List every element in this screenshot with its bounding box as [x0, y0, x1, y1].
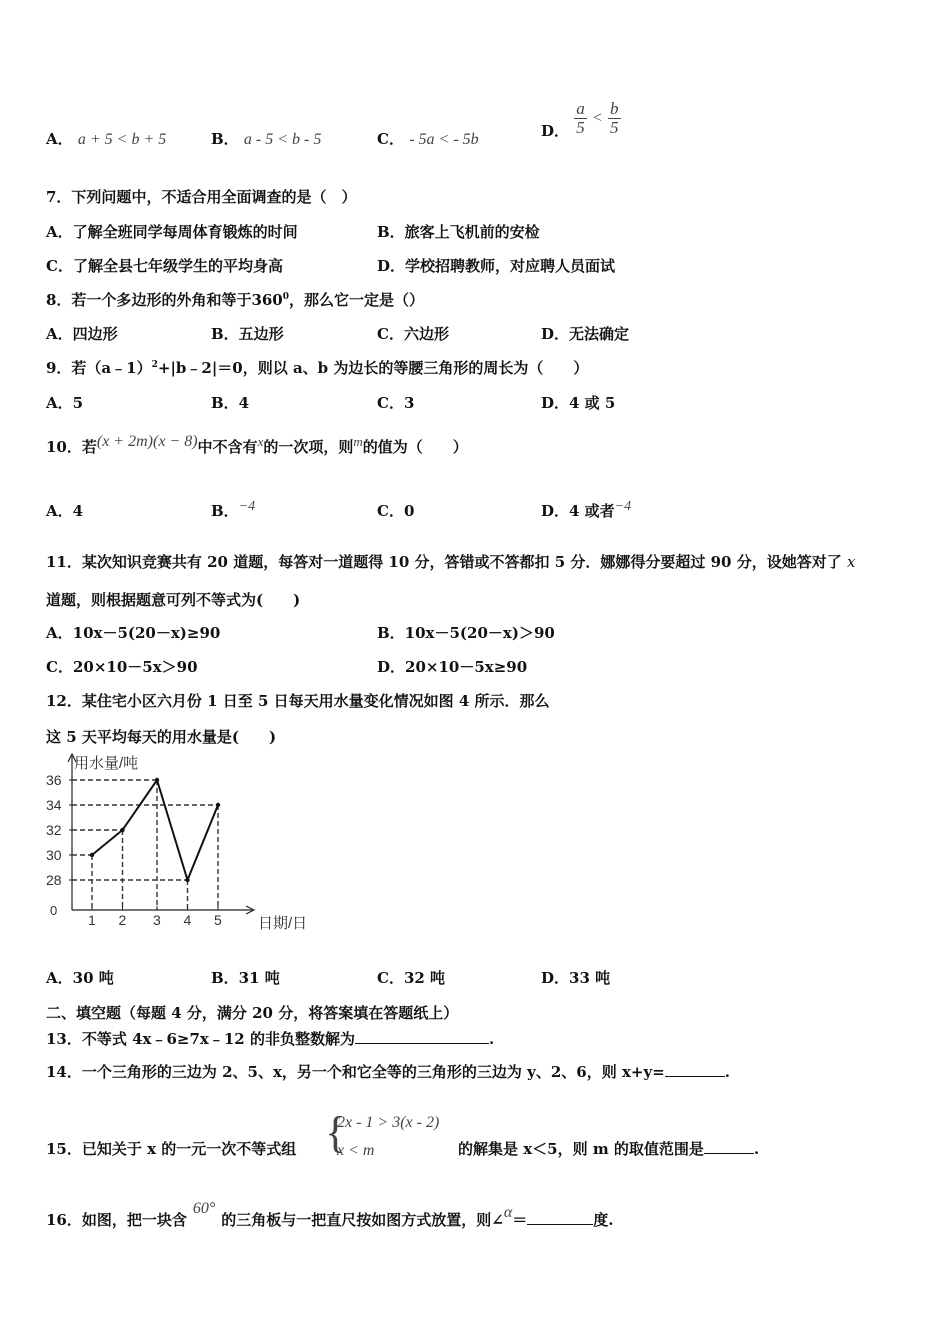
- q11-option-b: B．10x－5(20－x)＞90: [377, 624, 555, 642]
- q15-row1: 2x - 1 > 3(x - 2): [337, 1114, 440, 1131]
- q12-stem-line2: 这 5 天平均每天的用水量是( ): [46, 728, 277, 746]
- q12-option-d: D．33 吨: [541, 969, 611, 987]
- q9-stem: [46, 357, 588, 378]
- q7-option-a: A．了解全班同学每周体育锻炼的时间: [46, 223, 298, 241]
- q6-option-d-label: D．: [541, 122, 570, 141]
- q7-stem: 7．下列问题中，不适合用全面调查的是（ ）: [46, 188, 357, 206]
- q10-stem-mid: 中不含有: [197, 438, 258, 456]
- q10-expression: (x + 2m)(x − 8): [96, 433, 198, 450]
- x-tick-label: 2: [118, 912, 127, 928]
- x-tick-label: 1: [88, 912, 96, 928]
- q15-row2: x < m: [337, 1142, 375, 1159]
- section-2-title: 二、填空题（每题 4 分，满分 20 分，将答案填在答题纸上）: [46, 1004, 459, 1022]
- q10-option-d: [541, 500, 631, 521]
- q9-option-a: A．5: [46, 394, 84, 412]
- q7-option-c: C．了解全县七年级学生的平均身高: [46, 257, 283, 275]
- q11-stem-text: 11．某次知识竞赛共有 20 道题，每答对一道题得 10 分，答错或不答都扣 5 分．娜娜得分要超过 90 分，设她答对了: [46, 553, 842, 571]
- data-point: [155, 778, 159, 782]
- q10-stem-mid2: 的一次项，则: [263, 438, 354, 456]
- y-tick-label: 32: [46, 822, 62, 838]
- y-axis-label: 用水量/吨: [74, 755, 139, 772]
- series-line: [92, 780, 218, 880]
- q8-option-d: D．无法确定: [541, 325, 630, 343]
- q14-answer-blank[interactable]: [665, 1076, 725, 1077]
- q11-option-a: A．10x－5(20－x)≥90: [46, 624, 221, 642]
- origin-label: 0: [50, 903, 58, 918]
- q7-option-d: D．学校招聘教师，对应聘人员面试: [377, 257, 616, 275]
- q6-option-c: [377, 128, 479, 149]
- q10-option-d-label: D．4 或者: [541, 502, 615, 520]
- q11-option-c: C．20×10－5x＞90: [46, 658, 198, 676]
- q9-option-c: C．3: [377, 394, 415, 412]
- q11-stem-line2: 道题，则根据题意可列不等式为( ): [46, 591, 301, 609]
- q16-answer-blank[interactable]: [527, 1224, 593, 1225]
- q6-option-c-expr: - 5a < - 5b: [409, 131, 479, 148]
- q9-stem-end: +|b﹣2|＝0，则以 a、b 为边长的等腰三角形的周长为（ ）: [157, 359, 589, 377]
- q10-option-b-label: B．: [211, 502, 239, 520]
- x-tick-label: 5: [214, 912, 222, 928]
- q16-end: 度.: [593, 1211, 614, 1229]
- q14-end: .: [724, 1063, 730, 1081]
- q6-option-b-label: B．: [211, 130, 239, 148]
- q12-stem-line1: 12．某住宅小区六月份 1 日至 5 日每天用水量变化情况如图 4 所示．那么: [46, 692, 550, 710]
- frac-b-denominator: 5: [610, 117, 619, 137]
- q15-answer-blank[interactable]: [704, 1153, 754, 1154]
- y-tick-label: 28: [46, 872, 62, 888]
- q13-stem: [46, 1028, 494, 1049]
- q15-stem-post: [458, 1138, 759, 1159]
- q10-option-b-value: −4: [238, 499, 256, 514]
- q10-stem-end: 的值为（ ）: [362, 438, 468, 456]
- frac-a-denominator: 5: [576, 117, 585, 137]
- q10-option-a: A．4: [46, 502, 84, 520]
- q8-option-b: B．五边形: [211, 325, 284, 343]
- data-point: [185, 878, 189, 882]
- q10-option-b: [211, 500, 255, 521]
- q14-text: 14．一个三角形的三边为 2、5、x，另一个和它全等的三角形的三边为 y、2、6，则 x+y=: [46, 1063, 665, 1081]
- q14-stem: [46, 1061, 730, 1082]
- q15-end: .: [753, 1140, 760, 1158]
- q10-number: 10．若: [46, 438, 97, 456]
- q6-option-d-frac-b: [608, 100, 621, 137]
- data-point: [90, 853, 94, 857]
- y-tick-label: 36: [46, 772, 62, 788]
- q12-option-b: B．31 吨: [211, 969, 280, 987]
- y-tick-label: 30: [46, 847, 62, 863]
- q16-stem: [46, 1200, 614, 1230]
- q6-option-c-label: C．: [377, 130, 404, 148]
- q9-option-b: B．4: [211, 394, 250, 412]
- x-axis-label: 日期/日: [258, 915, 308, 932]
- q7-option-b: B．旅客上飞机前的安检: [377, 223, 540, 241]
- frac-a-numerator: a: [576, 99, 585, 118]
- q9-option-d: D．4 或 5: [541, 394, 616, 412]
- q9-stem-text: 9．若（a﹣1）: [46, 359, 152, 377]
- y-tick-label: 34: [46, 797, 62, 813]
- q11-stem-line1: [46, 551, 855, 572]
- q6-option-b: [211, 128, 321, 149]
- data-point: [216, 803, 220, 807]
- q15-stem-pre: 15．已知关于 x 的一元一次不等式组: [46, 1140, 297, 1158]
- q9-square-sup: 2: [151, 360, 158, 370]
- q10-option-d-value: −4: [614, 499, 632, 514]
- x-tick-label: 3: [153, 912, 161, 928]
- water-usage-chart: [40, 750, 330, 940]
- q12-option-c: C．32 吨: [377, 969, 446, 987]
- q10-var-m: m: [353, 434, 363, 449]
- q16-angle: 60°: [192, 1200, 216, 1217]
- q6-option-d: [541, 99, 621, 141]
- q6-option-a-expr: a + 5 < b + 5: [77, 131, 167, 148]
- q16-text-mid: 的三角板与一把直尺按如图方式放置，则∠: [221, 1211, 504, 1229]
- data-point: [120, 828, 124, 832]
- q13-answer-blank[interactable]: [355, 1043, 489, 1044]
- q16-text: 16．如图，把一块含: [46, 1211, 187, 1229]
- q12-option-a: A．30 吨: [46, 969, 114, 987]
- q10-var-x: x: [257, 434, 264, 449]
- q16-alpha: α: [503, 1204, 513, 1221]
- q10-option-c: C．0: [377, 502, 415, 520]
- q6-option-d-lt: <: [591, 109, 603, 127]
- q8-option-a: A．四边形: [46, 325, 118, 343]
- q8-stem: [46, 289, 424, 310]
- q16-equals: ＝: [512, 1211, 528, 1229]
- q11-option-d: D．20×10－5x≥90: [377, 658, 528, 676]
- q8-option-c: C．六边形: [377, 325, 449, 343]
- q6-option-b-expr: a - 5 < b - 5: [243, 131, 322, 148]
- q10-stem: [46, 433, 468, 457]
- q8-stem-text: 8．若一个多边形的外角和等于360: [46, 291, 283, 309]
- x-tick-label: 4: [183, 912, 192, 928]
- q8-stem-end: ，那么它一定是（）: [289, 291, 425, 309]
- q11-var-x: x: [846, 553, 856, 571]
- q13-end: .: [488, 1030, 495, 1048]
- q6-option-a: [46, 128, 166, 149]
- q15-text: 的解集是 x＜5，则 m 的取值范围是: [458, 1140, 704, 1158]
- q8-degree-sup: 0: [282, 292, 290, 302]
- q13-text: 13．不等式 4x﹣6≥7x﹣12 的非负整数解为: [46, 1030, 355, 1048]
- q15-brace: {: [325, 1108, 347, 1157]
- q6-option-a-label: A．: [46, 130, 73, 148]
- q6-option-d-frac-a: [574, 100, 587, 137]
- frac-b-numerator: b: [610, 99, 619, 118]
